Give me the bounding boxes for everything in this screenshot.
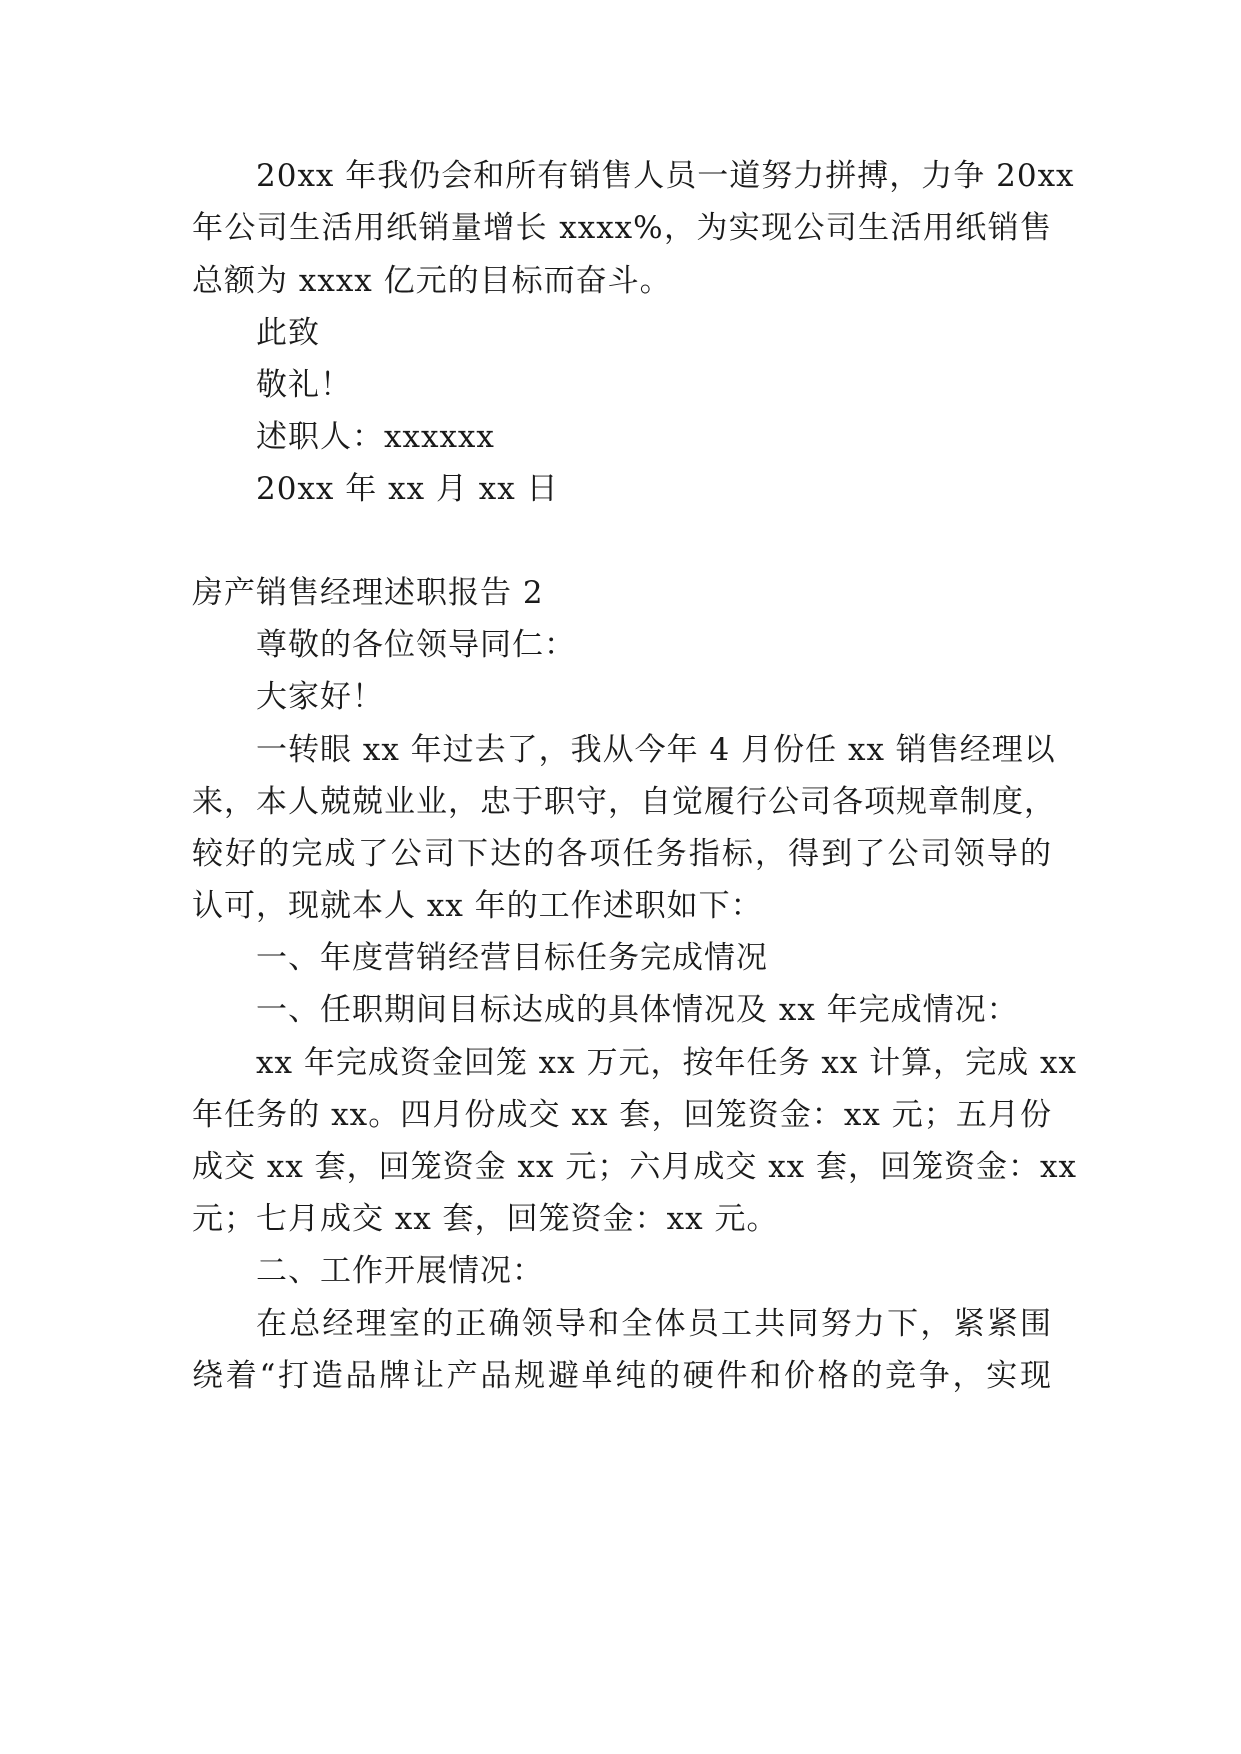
reporter-line: 述职人：xxxxxx [256, 419, 495, 455]
heading: 一、任职期间目标达成的具体情况及 xx 年完成情况： [256, 992, 1019, 1028]
greeting: 大家好！ [256, 679, 384, 715]
salutation: 尊敬的各位领导同仁： [256, 627, 576, 663]
paragraph-line: 年任务的 xx。四月份成交 xx 套，回笼资金：xx 元；五月份 [192, 1097, 1052, 1133]
paragraph-line: 较好的完成了公司下达的各项任务指标，得到了公司领导的 [192, 836, 1052, 872]
section-title: 房产销售经理述职报告 2 [192, 575, 544, 611]
closing-line: 敬礼！ [256, 367, 352, 403]
paragraph-line: 总额为 xxxx 亿元的目标而奋斗。 [192, 263, 672, 299]
paragraph-line: 来，本人兢兢业业，忠于职守，自觉履行公司各项规章制度， [192, 784, 1056, 820]
paragraph-line: 元；七月成交 xx 套，回笼资金：xx 元。 [192, 1201, 779, 1237]
paragraph-line: xx 年完成资金回笼 xx 万元，按年任务 xx 计算，完成 xx [256, 1045, 1077, 1081]
date-line: 20xx 年 xx 月 xx 日 [256, 471, 559, 507]
paragraph-line: 认可，现就本人 xx 年的工作述职如下： [192, 888, 763, 924]
paragraph-line: 在总经理室的正确领导和全体员工共同努力下，紧紧围 [256, 1306, 1052, 1342]
paragraph-line: 20xx 年我仍会和所有销售人员一道努力拼搏，力争 20xx [256, 158, 1075, 194]
heading: 一、年度营销经营目标任务完成情况 [256, 940, 768, 976]
paragraph-line: 绕着“打造品牌让产品规避单纯的硬件和价格的竞争，实现 [192, 1358, 1052, 1394]
paragraph-line: 成交 xx 套，回笼资金 xx 元；六月成交 xx 套，回笼资金：xx [192, 1149, 1077, 1185]
paragraph-line: 年公司生活用纸销量增长 xxxx%，为实现公司生活用纸销售 [192, 210, 1052, 246]
heading: 二、工作开展情况： [256, 1253, 544, 1289]
paragraph-line: 一转眼 xx 年过去了，我从今年 4 月份任 xx 销售经理以 [256, 732, 1056, 768]
closing-line: 此致 [256, 315, 320, 351]
